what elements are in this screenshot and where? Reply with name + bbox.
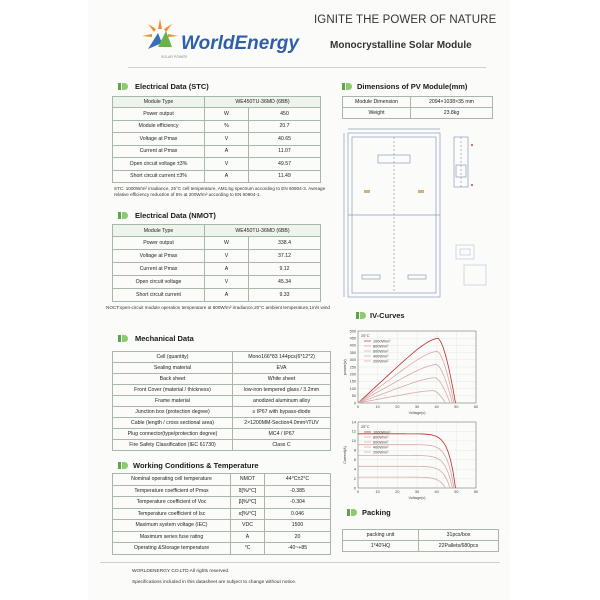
table-cell: Mono166*83 144pcs(6*12*2) — [233, 352, 331, 363]
header-cell: WE450TU-36MD (6BB) — [205, 225, 321, 237]
dimensions-table — [342, 96, 493, 119]
table-cell: Operating &Storage temperature — [113, 543, 231, 555]
table-cell: A — [205, 145, 249, 158]
legend-label: 600W/m² — [373, 440, 389, 445]
header-divider — [128, 67, 486, 68]
iv-section-title: IV-Curves — [370, 311, 405, 320]
nmot-section-title: Electrical Data (NMOT) — [135, 211, 216, 220]
section-marker-icon — [356, 312, 366, 319]
table-cell: °C — [231, 543, 265, 555]
section-marker-icon — [118, 212, 128, 219]
table-cell: 11.07 — [249, 145, 321, 158]
y-tick-label: 0 — [353, 486, 356, 491]
table-cell: 20 — [265, 531, 331, 543]
module-dimension-drawing — [338, 125, 498, 305]
y-tick-label: 12 — [351, 429, 356, 434]
header-cell: Module Type — [113, 225, 205, 237]
tagline: IGNITE THE POWER OF NATURE — [314, 14, 497, 26]
y-tick-label: 200 — [349, 372, 356, 377]
table-row — [113, 108, 321, 121]
y-axis-label: Current(A) — [343, 446, 347, 464]
y-tick-label: 2 — [353, 476, 356, 481]
y-tick-label: 150 — [349, 379, 356, 384]
nmot-table — [112, 224, 321, 302]
table-cell: Power output — [113, 108, 205, 121]
section-marker-icon — [342, 83, 352, 90]
table-cell: Current at Pmax — [113, 145, 205, 158]
legend-label: 1000W/m² — [373, 339, 391, 344]
table-cell: packing unit — [343, 530, 419, 541]
table-row — [113, 158, 321, 171]
table-cell: Back sheet — [113, 374, 233, 385]
x-tick-label: 40 — [434, 490, 439, 494]
table-row — [113, 474, 331, 486]
table-cell: 1500 — [265, 520, 331, 532]
table-cell: 22Pallets/680pcs — [419, 541, 499, 552]
table-cell: Sealing material — [113, 363, 233, 374]
x-tick-label: 0 — [356, 405, 360, 409]
table-row — [113, 407, 331, 418]
table-row — [113, 263, 321, 276]
brand-name: WorldEnergy — [181, 33, 299, 54]
table-row — [113, 485, 331, 497]
table-cell: ≥ IP67 with bypass-diode — [233, 407, 331, 418]
legend-label: 800W/m² — [373, 435, 389, 440]
table-cell: White sheet — [233, 374, 331, 385]
y-tick-label: 450 — [349, 336, 356, 341]
table-cell: A — [205, 289, 249, 302]
x-tick-label: 10 — [375, 405, 380, 409]
table-cell: 20.7 — [249, 120, 321, 133]
table-cell: Open circuit voltage ±3% — [113, 158, 205, 171]
section-marker-icon — [118, 83, 128, 90]
x-tick-label: 50 — [454, 490, 459, 494]
section-marker-icon — [347, 509, 357, 516]
table-cell: Weight — [343, 108, 411, 119]
section-marker-icon — [118, 462, 128, 469]
y-tick-label: 300 — [349, 358, 356, 363]
table-row — [113, 352, 331, 363]
x-tick-label: 60 — [473, 405, 479, 409]
x-tick-label: 30 — [414, 490, 420, 494]
curve-200Wm — [358, 477, 446, 488]
packing-section-title: Packing — [362, 508, 391, 517]
table-cell: Fire Safety Classification (IEC 61730) — [113, 440, 233, 451]
table-cell: Cable (length / cross sectional area) — [113, 418, 233, 429]
table-cell: Short circuit current ±3% — [113, 170, 205, 183]
table-row — [113, 497, 331, 509]
legend-label: 400W/m² — [373, 354, 389, 359]
table-cell: EVA — [233, 363, 331, 374]
table-cell: Class C — [233, 440, 331, 451]
table-cell: Frame material — [113, 396, 233, 407]
brand-sub: SOLAR POWER — [161, 55, 188, 59]
table-cell: Front Cover (material / thickness) — [113, 385, 233, 396]
table-cell: -0.385 — [265, 485, 331, 497]
table-cell: Junction box (protection degree) — [113, 407, 233, 418]
table-cell: W — [205, 237, 249, 250]
y-tick-label: 14 — [351, 420, 356, 425]
table-row — [113, 237, 321, 250]
mech-section-title: Mechanical Data — [135, 334, 194, 343]
table-cell: V — [205, 250, 249, 263]
x-tick-label: 0 — [356, 490, 360, 494]
table-cell: Voltage at Pmax — [113, 133, 205, 146]
sun-logo-icon — [140, 17, 180, 57]
table-cell: -40~+85 — [265, 543, 331, 555]
legend-label: 200W/m² — [373, 450, 389, 455]
table-cell: α[%/°C] — [231, 508, 265, 520]
table-cell: Open circuit voltage — [113, 276, 205, 289]
table-cell: 49.57 — [249, 158, 321, 171]
table-cell: 45.34 — [249, 276, 321, 289]
table-cell: A — [205, 263, 249, 276]
table-cell: Current at Pmax — [113, 263, 205, 276]
header-cell: Module Type — [113, 97, 205, 108]
table-row — [113, 133, 321, 146]
table-row — [113, 385, 331, 396]
y-tick-label: 8 — [353, 448, 356, 453]
table-row — [113, 396, 331, 407]
table-row — [343, 108, 493, 119]
table-row — [113, 289, 321, 302]
table-cell: Nominal operating cell temperature — [113, 474, 231, 486]
table-row — [113, 531, 331, 543]
table-row — [113, 145, 321, 158]
curve-600Wm — [358, 364, 452, 403]
table-cell: Temperature coefficient of Voc — [113, 497, 231, 509]
table-row — [113, 170, 321, 183]
table-cell: V — [205, 133, 249, 146]
temperature-label: 25°C — [361, 425, 370, 429]
stc-table — [112, 96, 321, 183]
y-tick-label: 350 — [349, 350, 356, 355]
table-cell: 1*40'HQ — [343, 541, 419, 552]
table-cell: Maximum series fuse rating — [113, 531, 231, 543]
table-row — [113, 440, 331, 451]
table-row — [113, 374, 331, 385]
table-cell: NMOT — [231, 474, 265, 486]
power-voltage-chart — [340, 325, 490, 419]
footer-divider — [100, 562, 500, 563]
table-row — [113, 276, 321, 289]
x-tick-label: 30 — [414, 405, 420, 409]
table-cell: 2094×1038×35 mm — [411, 97, 493, 108]
dimensions-section-title: Dimensions of PV Module(mm) — [357, 82, 468, 91]
table-cell: Short circuit current — [113, 289, 205, 302]
x-axis-label: Voltage(v) — [408, 496, 426, 500]
table-row — [113, 429, 331, 440]
table-cell: 0.046 — [265, 508, 331, 520]
table-cell: 37.12 — [249, 250, 321, 263]
legend-label: 200W/m² — [373, 359, 389, 364]
x-tick-label: 20 — [395, 405, 400, 409]
header-cell: WE450TU-36MD (6BB) — [205, 97, 321, 108]
table-cell: 44°C±2°C — [265, 474, 331, 486]
section-marker-icon — [118, 335, 128, 342]
y-tick-label: 4 — [353, 467, 356, 472]
table-header-row — [113, 225, 321, 237]
table-row — [343, 530, 499, 541]
curve-200Wm — [358, 391, 446, 403]
table-cell: A — [205, 170, 249, 183]
temperature-label: 25°C — [361, 334, 370, 338]
table-cell: Temperature coefficient of Pmax — [113, 485, 231, 497]
stc-note: STC: 1000W/m² irradiance, 25°C cell temperature, AM1.5g spectrum according to EN 60904-3. Average relative efficiency reduction of 5% at 200W/m² according to EN 60904-1. — [114, 186, 326, 197]
legend-label: 600W/m² — [373, 349, 389, 354]
legend-label: 1000W/m² — [373, 430, 391, 435]
table-cell: % — [205, 120, 249, 133]
table-row — [113, 508, 331, 520]
table-cell: Temperature coefficient of Isc — [113, 508, 231, 520]
table-cell: Voltage at Pmax — [113, 250, 205, 263]
table-cell: 40.65 — [249, 133, 321, 146]
table-cell: Module efficiency — [113, 120, 205, 133]
table-cell: MC4 / IP67 — [233, 429, 331, 440]
table-row — [113, 120, 321, 133]
table-row — [343, 541, 499, 552]
packing-table — [342, 529, 499, 552]
footer-company: WORLDENERGY CO.LTD All rights reserved. — [132, 569, 230, 574]
table-cell: 2×1200MM-Section4.0mm²/TUV — [233, 418, 331, 429]
table-row — [113, 363, 331, 374]
legend-label: 400W/m² — [373, 445, 389, 450]
table-cell: 23.8kg — [411, 108, 493, 119]
table-row — [343, 97, 493, 108]
table-row — [113, 418, 331, 429]
table-cell: V — [205, 158, 249, 171]
y-tick-label: 400 — [349, 343, 356, 348]
table-cell: Power output — [113, 237, 205, 250]
x-tick-label: 60 — [473, 490, 479, 494]
x-tick-label: 10 — [375, 490, 380, 494]
document-subtitle: Monocrystalline Solar Module — [330, 40, 472, 51]
y-tick-label: 250 — [349, 365, 356, 370]
table-row — [113, 543, 331, 555]
x-tick-label: 50 — [454, 405, 459, 409]
x-tick-label: 40 — [434, 405, 439, 409]
x-tick-label: 20 — [395, 490, 400, 494]
current-voltage-chart — [340, 418, 490, 504]
curve-600Wm — [358, 456, 452, 488]
table-cell: Cell (quantity) — [113, 352, 233, 363]
working-table — [112, 473, 331, 555]
table-cell: VDC — [231, 520, 265, 532]
table-cell: W — [205, 108, 249, 121]
table-cell: 31pcs/box — [419, 530, 499, 541]
x-axis-label: Voltage(v) — [408, 411, 426, 415]
table-cell: δ[%/°C] — [231, 485, 265, 497]
y-tick-label: 50 — [351, 394, 356, 399]
table-row — [113, 520, 331, 532]
table-cell: 11.49 — [249, 170, 321, 183]
y-tick-label: 100 — [349, 386, 356, 391]
table-row — [113, 250, 321, 263]
table-cell: 450 — [249, 108, 321, 121]
table-cell: -0.304 — [265, 497, 331, 509]
mech-table — [112, 351, 331, 451]
table-cell: 338.4 — [249, 237, 321, 250]
y-tick-label: 0 — [353, 401, 356, 406]
table-cell: 9.33 — [249, 289, 321, 302]
table-cell: V — [205, 276, 249, 289]
table-cell: low-iron tempered glass / 3.2mm — [233, 385, 331, 396]
nmot-note: NOCT:open-circuit module operation temperature at 800W/m² irradiance,20°C ambient temperature,1m/s wind — [106, 305, 330, 310]
table-cell: Module Dimension — [343, 97, 411, 108]
working-section-title: Working Conditions & Temperature — [133, 461, 259, 470]
y-tick-label: 6 — [353, 458, 356, 463]
stc-section-title: Electrical Data (STC) — [135, 82, 209, 91]
table-cell: Maximum system voltage (IEC) — [113, 520, 231, 532]
table-header-row — [113, 97, 321, 108]
legend-label: 800W/m² — [373, 344, 389, 349]
table-cell: β[%/°C] — [231, 497, 265, 509]
table-cell: Plug connector(type/protection degree) — [113, 429, 233, 440]
footer-disclaimer: Specifications included in this datasheet are subject to change without notice. — [132, 580, 297, 585]
y-axis-label: power(w) — [343, 359, 347, 375]
table-cell: anodized aluminum alloy — [233, 396, 331, 407]
table-cell: A — [231, 531, 265, 543]
y-tick-label: 10 — [351, 439, 356, 444]
y-tick-label: 500 — [349, 329, 356, 334]
table-cell: 9.12 — [249, 263, 321, 276]
